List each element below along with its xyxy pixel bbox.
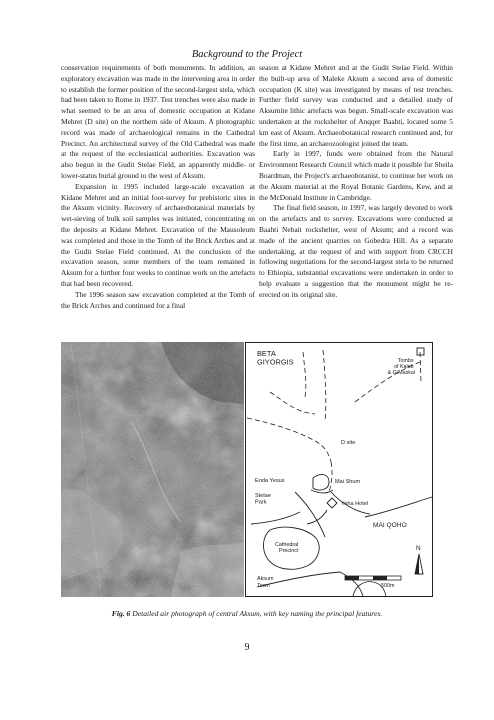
key-map-drawing [245, 342, 433, 597]
label-tombs: Tombs of Kaleb & G/Maskal [387, 358, 415, 376]
label-mai-shum: Mai Shum [335, 479, 361, 485]
figure-6 [61, 342, 433, 602]
label-cathedral-precinct: Cathedral Precinct [275, 542, 299, 554]
label-aksum-town: Aksum Town [257, 576, 274, 589]
paragraph: Expansion in 1995 included large-scale excavation at Kidane Mehret and an initial foot-survey for prehistoric sites in the Aksum vicinity. Recovery of archaeobotanical materials by wet-sieving of bulk soil samples was initiated, concentrating on the deposits at Kidane Mehret. Excavation of the Mausoleum was completed and those in the Tomb of the Brick Arches and at the Gudit Stelae Field continued. At the conclusion of the excavation season, some members of the team remained in Aksum for a further four weeks to continue work on the artefacts that had been recovered. [61, 181, 255, 288]
running-header: Background to the Project [191, 49, 303, 60]
label-stelae-park: Stelae Park [255, 493, 271, 506]
right-text-column [259, 63, 453, 301]
label-north: N [416, 545, 421, 552]
figure-caption [61, 609, 433, 618]
caption-label: Fig. 6 [111, 609, 131, 618]
left-text-column [61, 63, 255, 311]
label-d-site: D site [341, 440, 356, 446]
paragraph: The final field season, in 1997, was largely devoted to work on the artefacts and to survey. Excavations were conducted at Baahti Nebait rockshelter, west of Aksum; and a record was made of the ancient quarries on Gobedra Hill. As a separate undertaking, at the request of and with support from CRCCH following negotiations for the second-largest stela to be returned to Ethiopia, substantial excavations were undertaken in order to help evaluate a suggestion that the monument might be re-erected on its original site. [259, 203, 453, 299]
caption-text: Detailed air photograph of central Aksum, with key naming the principal features. [132, 609, 383, 618]
page-number: 9 [244, 642, 250, 653]
paragraph: Early in 1997, funds were obtained from the Natural Environment Research Council which made it possible for Sheila Boardman, the Project's archaeobotanist, to continue her work on the Aksum material at the Royal Botanic Gardens, Kew, and at the McDonald Institute in Cambridge. [259, 149, 453, 202]
label-mai-qoho: MAI QOHO [373, 522, 407, 529]
key-map [245, 342, 433, 597]
paragraph: season at Kidane Mehret and at the Gudit Stelae Field. Within the built-up area of Maleke Aksum a second area of domestic occupation (K site) was investigated by means of test trenches. Further field survey was conducted and a detailed study of Aksumite lithic artefacts was begun. Small-scale excavation was undertaken at the rockshelter of Anqqer Baahti, located some 5 km east of Aksum. Archaeobotanical research continued and, for the first time, an archaeozoologist joined the team. [259, 63, 453, 148]
label-scale: 500m [381, 583, 395, 589]
label-enda-yesus: Enda Yesus [255, 478, 285, 484]
air-photograph [61, 342, 244, 597]
label-beta-giyorgis: BETA GIYORGIS [257, 349, 294, 367]
paragraph: The 1996 season saw excavation completed at the Tomb of the Brick Arches and continued for a final [61, 289, 255, 310]
label-yeha-hotel: Yeha Hotel [341, 501, 369, 507]
paragraph: conservation requirements of both monuments. In addition, an exploratory excavation was made in the intervening area in order to establish the former position of the second-largest stela, which had been taken to Rome in 1937. Test trenches were also made in what seemed to be an area of domestic occupation at Kidane Mehret (D site) on the northern side of Aksum. A photographic record was made of archaeological remains in the Cathedral Precinct. An architectural survey of the Old Cathedral was made at the request of the ecclesiastical authorities. Excavation was also begun in the Gudit Stelae Field, an apparently middle- or lower-status burial ground to the west of Aksum. [61, 63, 255, 180]
air-photograph-image [61, 342, 244, 597]
